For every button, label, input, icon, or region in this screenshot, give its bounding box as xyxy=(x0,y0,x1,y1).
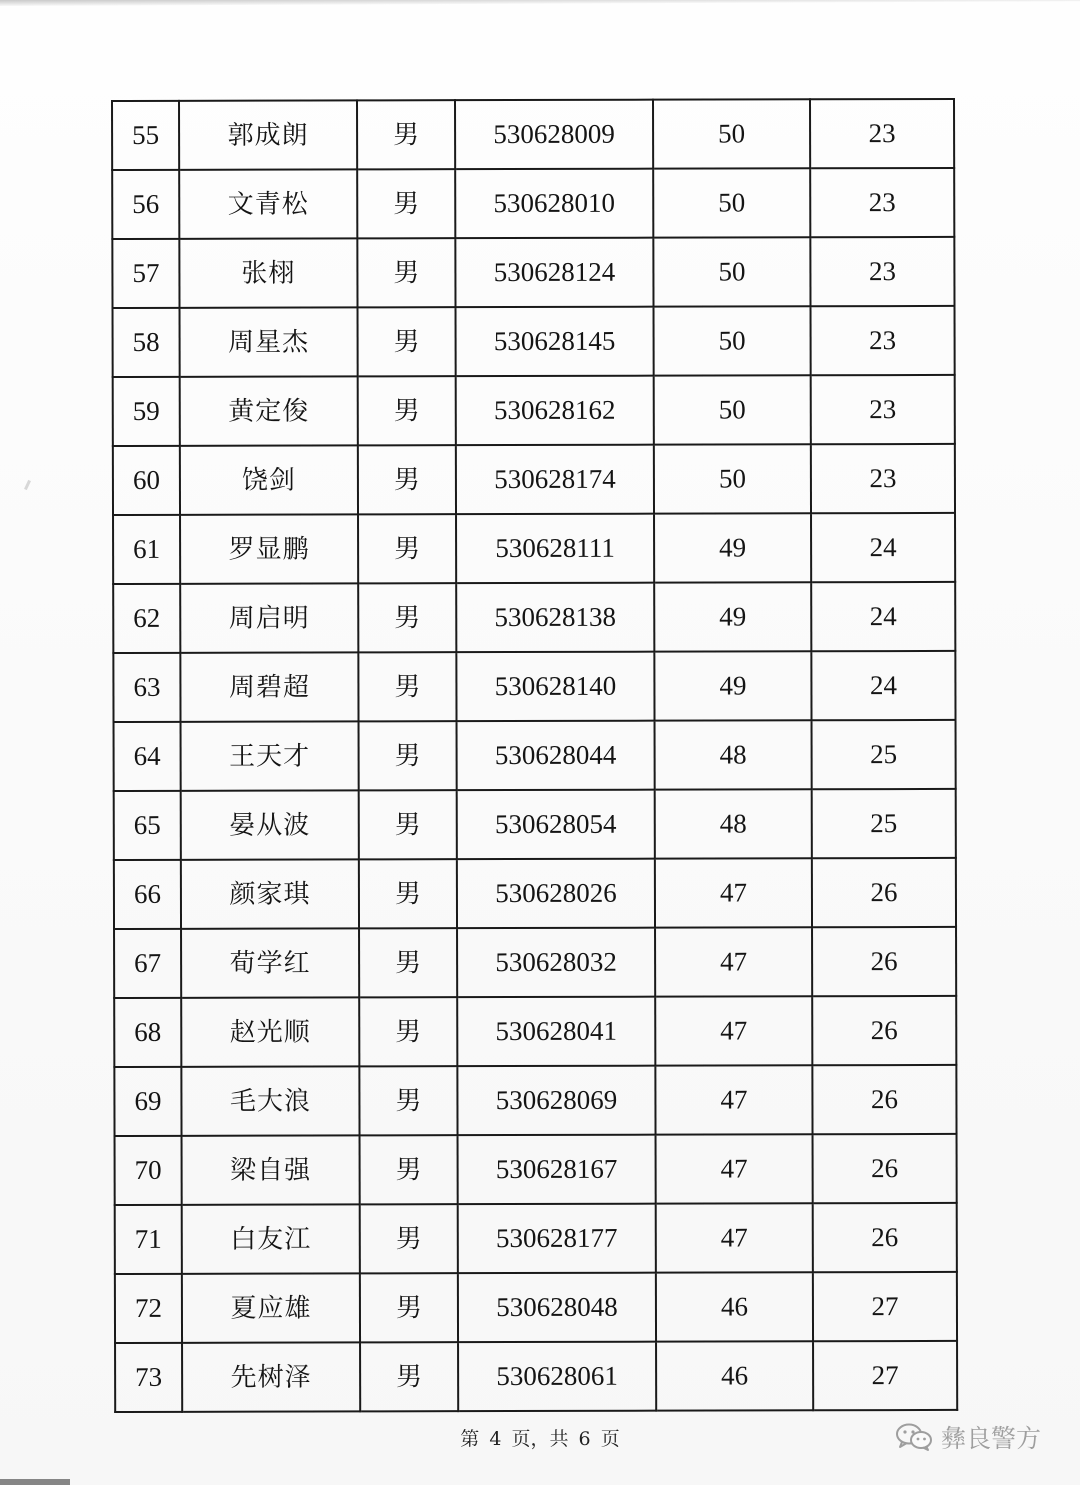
cell-name: 黄定俊 xyxy=(180,376,358,445)
cell-rank: 58 xyxy=(113,308,180,377)
cell-rank: 72 xyxy=(115,1274,182,1343)
cell-place: 23 xyxy=(811,444,955,513)
cell-gender: 男 xyxy=(357,238,455,307)
cell-gender: 男 xyxy=(360,1204,458,1273)
cell-place: 26 xyxy=(812,858,956,927)
table-row xyxy=(114,927,956,998)
cell-name: 周碧超 xyxy=(180,652,358,721)
cell-gender: 男 xyxy=(358,376,456,445)
cell-exam-id: 530628044 xyxy=(457,721,655,790)
cell-score: 50 xyxy=(654,375,811,444)
cell-gender: 男 xyxy=(360,1342,458,1411)
table-row xyxy=(114,720,956,791)
scan-bottom-edge xyxy=(0,1479,70,1485)
cell-score: 50 xyxy=(654,444,811,513)
cell-exam-id: 530628032 xyxy=(457,928,655,997)
table-row xyxy=(114,1065,956,1136)
cell-exam-id: 530628174 xyxy=(456,445,654,514)
cell-name: 赵光顺 xyxy=(181,997,359,1066)
cell-rank: 59 xyxy=(113,377,180,446)
cell-rank: 55 xyxy=(112,101,179,170)
cell-name: 白友江 xyxy=(182,1204,360,1273)
cell-name: 文青松 xyxy=(179,169,357,238)
scan-mark xyxy=(24,480,31,490)
cell-place: 23 xyxy=(810,237,954,306)
cell-score: 50 xyxy=(653,237,810,306)
table-row xyxy=(115,1341,957,1412)
cell-name: 梁自强 xyxy=(182,1135,360,1204)
cell-place: 23 xyxy=(811,375,955,444)
cell-gender: 男 xyxy=(357,169,455,238)
table-row xyxy=(115,1272,957,1343)
cell-exam-id: 530628167 xyxy=(458,1135,656,1204)
table-row xyxy=(113,513,955,584)
cell-name: 周启明 xyxy=(180,583,358,652)
cell-rank: 56 xyxy=(112,170,179,239)
cell-gender: 男 xyxy=(358,445,456,514)
cell-gender: 男 xyxy=(359,928,457,997)
cell-gender: 男 xyxy=(358,307,456,376)
table-row xyxy=(114,858,956,929)
table-row xyxy=(112,237,954,308)
cell-exam-id: 530628138 xyxy=(456,583,654,652)
cell-score: 47 xyxy=(656,1203,813,1272)
cell-exam-id: 530628061 xyxy=(458,1342,656,1411)
cell-score: 47 xyxy=(656,1134,813,1203)
table-row xyxy=(114,789,956,860)
table-row xyxy=(113,306,955,377)
cell-rank: 57 xyxy=(112,239,179,308)
cell-exam-id: 530628124 xyxy=(455,238,653,307)
cell-score: 48 xyxy=(655,720,812,789)
cell-gender: 男 xyxy=(359,997,457,1066)
cell-gender: 男 xyxy=(359,790,457,859)
cell-exam-id: 530628048 xyxy=(458,1273,656,1342)
table-row xyxy=(114,996,956,1067)
table-row xyxy=(113,375,955,446)
cell-exam-id: 530628177 xyxy=(458,1204,656,1273)
footer-total-pages: 6 xyxy=(578,1428,591,1450)
cell-name: 郭成朗 xyxy=(179,100,357,169)
table-row xyxy=(115,1203,957,1274)
cell-score: 47 xyxy=(655,996,812,1065)
cell-score: 48 xyxy=(655,789,812,858)
watermark xyxy=(895,1420,1041,1454)
cell-place: 24 xyxy=(811,582,955,651)
ranking-table xyxy=(111,98,958,1413)
cell-exam-id: 530628069 xyxy=(457,1066,655,1135)
cell-gender: 男 xyxy=(360,1135,458,1204)
cell-rank: 60 xyxy=(113,446,180,515)
cell-score: 47 xyxy=(655,858,812,927)
cell-name: 罗显鹏 xyxy=(180,514,358,583)
cell-score: 49 xyxy=(654,582,811,651)
cell-score: 50 xyxy=(653,168,810,237)
cell-place: 25 xyxy=(812,789,956,858)
cell-score: 50 xyxy=(653,99,810,168)
scan-top-edge xyxy=(0,0,1080,6)
cell-place: 27 xyxy=(813,1341,957,1410)
cell-exam-id: 530628140 xyxy=(456,652,654,721)
watermark-text: 彝良警方 xyxy=(941,1424,1042,1453)
cell-name: 周星杰 xyxy=(180,307,358,376)
cell-rank: 71 xyxy=(115,1205,182,1274)
cell-score: 49 xyxy=(654,651,811,720)
cell-name: 颜家琪 xyxy=(181,859,359,928)
cell-exam-id: 530628145 xyxy=(456,307,654,376)
cell-exam-id: 530628009 xyxy=(455,100,653,169)
table-row xyxy=(113,582,955,653)
cell-exam-id: 530628010 xyxy=(455,169,653,238)
cell-rank: 65 xyxy=(114,791,181,860)
table-row xyxy=(113,651,955,722)
cell-score: 47 xyxy=(655,927,812,996)
cell-rank: 69 xyxy=(114,1067,181,1136)
cell-place: 23 xyxy=(810,168,954,237)
cell-place: 26 xyxy=(813,1134,957,1203)
cell-gender: 男 xyxy=(359,721,457,790)
footer-label-suffix: 页 xyxy=(600,1428,620,1450)
cell-gender: 男 xyxy=(357,100,455,169)
cell-name: 王天才 xyxy=(181,721,359,790)
cell-place: 26 xyxy=(813,1203,957,1272)
table-row xyxy=(112,168,954,239)
cell-place: 26 xyxy=(812,996,956,1065)
cell-name: 先树泽 xyxy=(182,1342,360,1411)
cell-place: 23 xyxy=(811,306,955,375)
cell-exam-id: 530628026 xyxy=(457,859,655,928)
table-row xyxy=(112,99,954,170)
cell-rank: 63 xyxy=(113,653,180,722)
cell-rank: 70 xyxy=(115,1136,182,1205)
cell-gender: 男 xyxy=(358,652,456,721)
cell-gender: 男 xyxy=(358,583,456,652)
cell-name: 荀学红 xyxy=(181,928,359,997)
cell-exam-id: 530628111 xyxy=(456,514,654,583)
cell-exam-id: 530628041 xyxy=(457,997,655,1066)
table-row xyxy=(115,1134,957,1205)
cell-place: 23 xyxy=(810,99,954,168)
cell-rank: 66 xyxy=(114,860,181,929)
cell-exam-id: 530628162 xyxy=(456,376,654,445)
cell-gender: 男 xyxy=(359,1066,457,1135)
cell-score: 46 xyxy=(656,1272,813,1341)
cell-rank: 61 xyxy=(113,515,180,584)
cell-rank: 62 xyxy=(113,584,180,653)
cell-score: 49 xyxy=(654,513,811,582)
cell-place: 25 xyxy=(812,720,956,789)
footer-label-prefix: 第 xyxy=(460,1428,480,1450)
cell-name: 晏从波 xyxy=(181,790,359,859)
cell-name: 饶剑 xyxy=(180,445,358,514)
cell-place: 24 xyxy=(811,513,955,582)
cell-score: 47 xyxy=(655,1065,812,1134)
ranking-table-wrapper xyxy=(111,98,956,1393)
cell-gender: 男 xyxy=(360,1273,458,1342)
table-row xyxy=(113,444,955,515)
cell-place: 27 xyxy=(813,1272,957,1341)
cell-rank: 68 xyxy=(114,998,181,1067)
wechat-icon xyxy=(895,1422,933,1452)
footer-current-page: 4 xyxy=(489,1428,502,1450)
cell-place: 26 xyxy=(812,1065,956,1134)
cell-name: 毛大浪 xyxy=(181,1066,359,1135)
cell-place: 24 xyxy=(811,651,955,720)
cell-place: 26 xyxy=(812,927,956,996)
cell-score: 46 xyxy=(656,1341,813,1410)
cell-exam-id: 530628054 xyxy=(457,790,655,859)
cell-gender: 男 xyxy=(359,859,457,928)
cell-name: 张栩 xyxy=(179,238,357,307)
cell-gender: 男 xyxy=(358,514,456,583)
footer-label-middle: 页，共 xyxy=(511,1428,569,1450)
cell-name: 夏应雄 xyxy=(182,1273,360,1342)
cell-rank: 64 xyxy=(114,722,181,791)
table-body xyxy=(112,99,957,1412)
cell-rank: 67 xyxy=(114,929,181,998)
cell-rank: 73 xyxy=(115,1343,182,1412)
cell-score: 50 xyxy=(654,306,811,375)
